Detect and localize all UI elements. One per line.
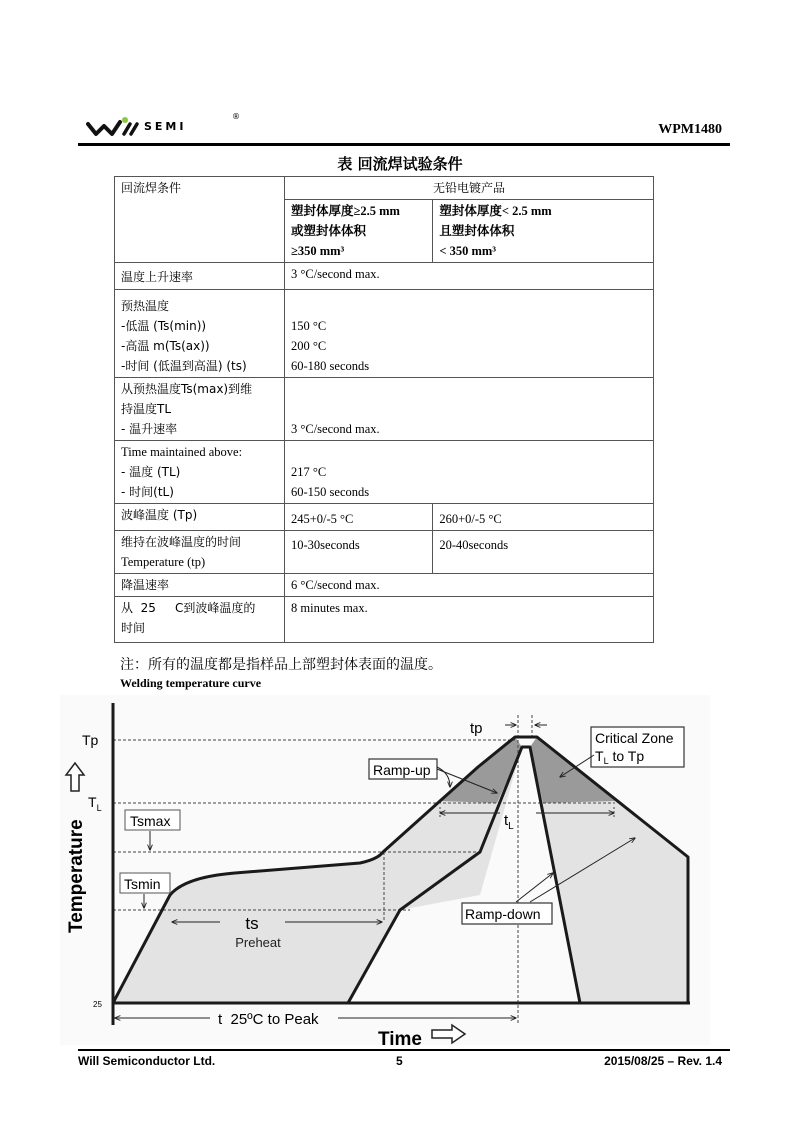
table-row bbox=[115, 378, 654, 441]
row-value-line: 10-30seconds bbox=[291, 538, 360, 552]
header-cell-group: 无铅电镀产品 bbox=[285, 177, 654, 200]
row-value-line: 3 °C/second max. bbox=[291, 422, 380, 436]
row-value-thin bbox=[433, 504, 654, 531]
row-label-line: - 温度 (TL) bbox=[121, 465, 181, 479]
tsmin-label: Tsmin bbox=[124, 876, 161, 892]
row-value bbox=[285, 441, 654, 504]
row-value bbox=[285, 574, 654, 597]
row-label-line: 从 25 C到波峰温度的 bbox=[121, 601, 256, 615]
header-thick-line: 或塑封体体积 bbox=[291, 224, 367, 238]
tl-span-main: t bbox=[504, 812, 509, 829]
row-label-line: -时间 (低温到高温) (ts) bbox=[121, 359, 247, 373]
preheat-label: Preheat bbox=[235, 935, 281, 950]
table-row bbox=[115, 290, 654, 378]
x-axis-label: Time bbox=[378, 1029, 423, 1045]
row-value-line: 217 °C bbox=[291, 465, 327, 479]
row-value bbox=[285, 597, 654, 643]
row-label-line: 时间 bbox=[121, 621, 146, 635]
ts-label: ts bbox=[245, 914, 259, 933]
row-value-line: 20-40seconds bbox=[439, 538, 509, 552]
y-tick-tl-sub: L bbox=[96, 803, 102, 813]
row-label-line: - 温升速率 bbox=[121, 422, 178, 436]
header-cell-thick bbox=[285, 200, 433, 263]
table-row bbox=[115, 597, 654, 643]
row-label-line: 维持在波峰温度的时间 bbox=[121, 535, 242, 549]
row-label bbox=[115, 504, 285, 531]
row-label bbox=[115, 597, 285, 643]
row-value-thin bbox=[433, 531, 654, 574]
footer-company: Will Semiconductor Ltd. bbox=[78, 1054, 216, 1068]
row-label-line: - 时间(tL) bbox=[121, 485, 174, 499]
y-tick-tp: Tp bbox=[82, 732, 99, 748]
footer-divider bbox=[78, 1049, 730, 1051]
tp-label: tp bbox=[470, 720, 483, 737]
tl-span-sub: L bbox=[508, 821, 514, 832]
row-label-line: 从预热温度Ts(max)到维 bbox=[121, 382, 253, 396]
footer-date-revision: 2015/08/25 – Rev. 1.4 bbox=[604, 1054, 722, 1068]
header-thick-line: ≥350 mm³ bbox=[291, 244, 345, 258]
table-title: 表 回流焊试验条件 bbox=[337, 155, 463, 173]
row-value-line: 245+0/-5 °C bbox=[291, 512, 354, 526]
header-divider bbox=[78, 143, 730, 146]
row-label-line: -高温 m(Ts(ax)) bbox=[121, 339, 210, 353]
row-value bbox=[285, 290, 654, 378]
row-label bbox=[115, 378, 285, 441]
row-label bbox=[115, 263, 285, 290]
reflow-conditions-table bbox=[114, 176, 654, 643]
row-label-line: 预热温度 bbox=[121, 299, 170, 313]
row-label-line: Temperature (tp) bbox=[121, 555, 206, 569]
ramp-up-label: Ramp-up bbox=[373, 762, 431, 778]
row-value-line: 260+0/-5 °C bbox=[439, 512, 502, 526]
row-value-line: 6 °C/second max. bbox=[291, 578, 380, 592]
critical-zone-tl-rest: to Tp bbox=[608, 748, 645, 764]
critical-zone-tl-main: T bbox=[595, 748, 604, 764]
part-number: WPM1480 bbox=[658, 122, 722, 137]
row-label bbox=[115, 290, 285, 378]
row-value bbox=[285, 263, 654, 290]
table-header-row-1 bbox=[115, 177, 654, 200]
t-to-peak-label: t 25ºC to Peak bbox=[218, 1011, 319, 1028]
row-value-thick bbox=[285, 531, 433, 574]
row-value-line: 3 °C/second max. bbox=[291, 267, 380, 281]
table-row bbox=[115, 263, 654, 290]
critical-zone-label-2 bbox=[595, 748, 644, 766]
table-row bbox=[115, 531, 654, 574]
header-thin-line: 且塑封体体积 bbox=[439, 224, 515, 238]
header-cell-thin bbox=[433, 200, 654, 263]
table-note: 注：所有的温度都是指样品上部塑封体表面的温度。 bbox=[120, 657, 442, 673]
row-value bbox=[285, 378, 654, 441]
table-row bbox=[115, 504, 654, 531]
row-label bbox=[115, 531, 285, 574]
header-thin-line: 塑封体厚度< 2.5 mm bbox=[439, 204, 552, 218]
critical-zone-label-1: Critical Zone bbox=[595, 730, 674, 746]
reflow-profile-figure bbox=[60, 695, 710, 1045]
header-thin-line: < 350 mm³ bbox=[439, 244, 497, 258]
figure-title: Welding temperature curve bbox=[120, 676, 262, 690]
table-row bbox=[115, 574, 654, 597]
row-label-line: 波峰温度 (Tp) bbox=[121, 508, 198, 522]
table-row bbox=[115, 441, 654, 504]
row-value-line: 8 minutes max. bbox=[291, 601, 368, 615]
row-label bbox=[115, 441, 285, 504]
header-thick-line: 塑封体厚度≥2.5 mm bbox=[291, 204, 400, 218]
critical-zone-tl-sub: L bbox=[603, 756, 609, 766]
row-value-line: 150 °C bbox=[291, 319, 327, 333]
y-axis-label: Temperature bbox=[66, 819, 87, 933]
row-value-line: 200 °C bbox=[291, 339, 327, 353]
row-label bbox=[115, 574, 285, 597]
tsmax-label: Tsmax bbox=[130, 813, 171, 829]
row-label-line: 降温速率 bbox=[121, 578, 170, 592]
row-value-thick bbox=[285, 504, 433, 531]
row-value-line: 60-150 seconds bbox=[291, 485, 370, 499]
row-label-line: Time maintained above: bbox=[121, 445, 243, 459]
ramp-down-label: Ramp-down bbox=[465, 906, 541, 922]
company-logo bbox=[86, 112, 246, 138]
row-label-line: 温度上升速率 bbox=[121, 270, 194, 284]
logo-text: SEMI bbox=[144, 120, 187, 133]
row-label-line: -低温 (Ts(min)) bbox=[121, 319, 207, 333]
y-tick-25: 25 bbox=[93, 1000, 102, 1009]
footer-page-number: 5 bbox=[396, 1054, 403, 1068]
header-cell-conditions: 回流焊条件 bbox=[115, 177, 285, 263]
y-tick-tl-main: T bbox=[88, 794, 97, 810]
registered-mark: ® bbox=[232, 112, 240, 121]
row-label-line: 持温度TL bbox=[121, 402, 172, 416]
logo-mark-icon bbox=[86, 116, 144, 138]
row-value-line: 60-180 seconds bbox=[291, 359, 370, 373]
